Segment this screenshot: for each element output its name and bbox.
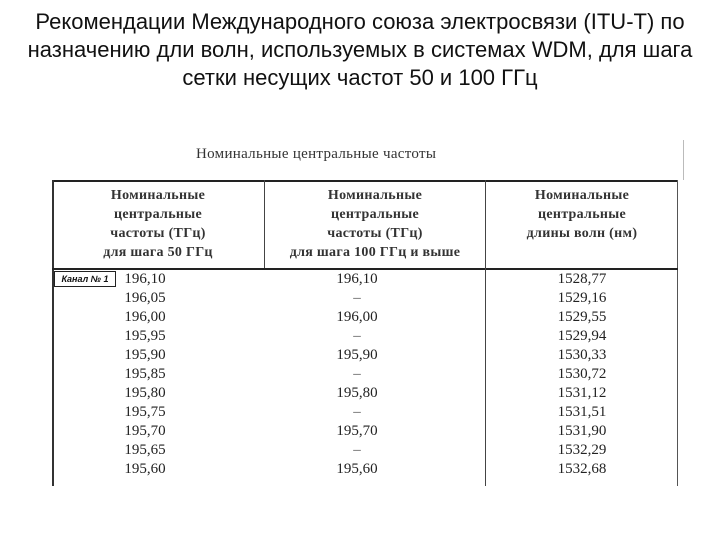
table-cell: – — [353, 442, 361, 458]
header-line: Номинальные — [534, 188, 630, 203]
header-line: центральные — [113, 207, 203, 222]
table-cell: 196,05 — [124, 290, 166, 306]
header-line: центральные — [537, 207, 627, 222]
header-line: Номинальные — [327, 188, 423, 203]
table-cell: 196,00 — [336, 309, 378, 325]
header-line: длины волн (нм) — [526, 226, 638, 241]
header-freq-100 — [265, 186, 485, 262]
table-cell: – — [353, 404, 361, 420]
table-cell: 195,75 — [124, 404, 166, 420]
table-cell: – — [353, 328, 361, 344]
table-cell: 195,80 — [336, 385, 378, 401]
table-cell: 195,95 — [124, 328, 166, 344]
column-wavelength — [546, 270, 618, 479]
scan-edge-mark — [683, 140, 684, 180]
table-cell: 1530,33 — [557, 347, 607, 363]
table-cell: 1530,72 — [557, 366, 607, 382]
table-cell: 1532,68 — [557, 461, 607, 477]
table-cell: 1531,51 — [557, 404, 607, 420]
table-cell: 1529,55 — [557, 309, 607, 325]
header-line: частоты (ТГц) — [110, 226, 206, 241]
header-line: частоты (ТГц) — [327, 226, 423, 241]
table-cell: 1531,90 — [557, 423, 607, 439]
table-cell: 195,90 — [336, 347, 378, 363]
header-line: для шага 50 ГГц — [103, 245, 213, 260]
header-freq-50 — [52, 186, 264, 262]
table-cell: 195,85 — [124, 366, 166, 382]
header-line: для шага 100 ГГц и выше — [289, 245, 461, 260]
table-cell: 1528,77 — [557, 271, 607, 287]
table-caption: Номинальные центральные частоты — [196, 146, 437, 162]
channel-label: Канал № 1 — [54, 271, 116, 287]
table-cell: 195,65 — [124, 442, 166, 458]
table-cell: 1529,94 — [557, 328, 607, 344]
table-cell: 1531,12 — [557, 385, 607, 401]
table-cell: 195,60 — [336, 461, 378, 477]
header-line: центральные — [330, 207, 420, 222]
table-cell: 195,80 — [124, 385, 166, 401]
column-freq-100 — [322, 270, 392, 479]
table-cell: – — [353, 290, 361, 306]
table-cell: 195,70 — [336, 423, 378, 439]
header-line: Номинальные — [110, 188, 206, 203]
table-cell: 195,70 — [124, 423, 166, 439]
table-top-border — [52, 180, 678, 182]
header-wavelength — [486, 186, 678, 243]
table-cell: 196,10 — [124, 271, 166, 287]
table-cell: 1529,16 — [557, 290, 607, 306]
table-cell: 196,00 — [124, 309, 166, 325]
table-cell: 195,90 — [124, 347, 166, 363]
table-cell: 1532,29 — [557, 442, 607, 458]
table-cell: 196,10 — [336, 271, 378, 287]
slide-title: Рекомендации Международного союза электросвязи (ITU-T) по назначению дли волн, используемых в системах WDM, для шага сетки несущих частот 50 и 100 ГГц — [27, 9, 693, 90]
table-cell: 195,60 — [124, 461, 166, 477]
table-cell: – — [353, 366, 361, 382]
column-freq-50 — [114, 270, 176, 479]
frequency-table — [52, 180, 678, 486]
